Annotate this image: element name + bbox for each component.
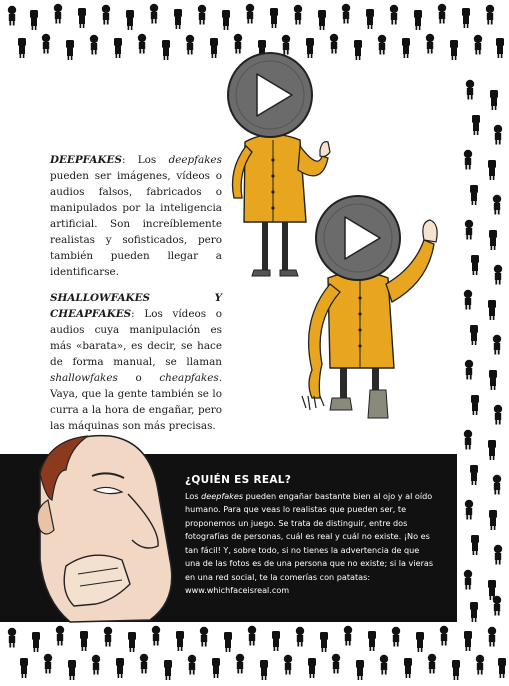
shallowfakes-text-a: : Los vídeos o audios cuya manipulación es más «barata», es decir, se hace de forma manual, se llaman	[50, 308, 222, 368]
deepfakes-text-a: : Los	[121, 154, 169, 166]
panel-text	[185, 474, 435, 598]
panel-body	[185, 490, 435, 598]
shallowfakes-text-c: . Vaya, que la gente también se lo curra a la hora de engañar, pero las máquinas son más precisas.	[50, 372, 222, 432]
hand-on-face-icon	[37, 436, 171, 622]
shallowfakes-ital-b: cheapfakes	[159, 372, 219, 384]
shallowfakes-ital-a: shallowfakes	[50, 372, 118, 384]
shallowfakes-text-b: o	[117, 372, 160, 384]
panel-text-a: Los	[185, 490, 202, 501]
panel-text-b: pueden engañar bastante bien al ojo y al oído humano. Para que veas lo realistas que pueden ser, te proponemos un juego. Se trata de distinguir, entre dos fotografías de personas, cuál es real y cuál no existe. ¡No es tan fácil! Y, sobre todo, si no tienes la advertencia de que una de las fotos es de una persona que no existe; si la vieras en una red social, te la comerías con patatas: www.whichfaceisreal.com	[185, 490, 434, 595]
panel-ital: deepfakes	[201, 490, 244, 501]
panel-title: ¿QUIÉN ES REAL?	[185, 474, 292, 486]
deepfakes-ital: deepfakes	[168, 154, 222, 166]
deepfakes-term: DEEPFAKES	[50, 154, 122, 166]
shallowfakes-term: SHALLOWFAKES Y CHEAPFAKES	[50, 292, 222, 320]
deepfakes-text-b: pueden ser imágenes, vídeos o audios falsos, fabricados o manipulados por la inteligencia artificial. Son increíblemente realistas y sofisticados, pero también pueden llegar a identificarse.	[50, 170, 222, 278]
